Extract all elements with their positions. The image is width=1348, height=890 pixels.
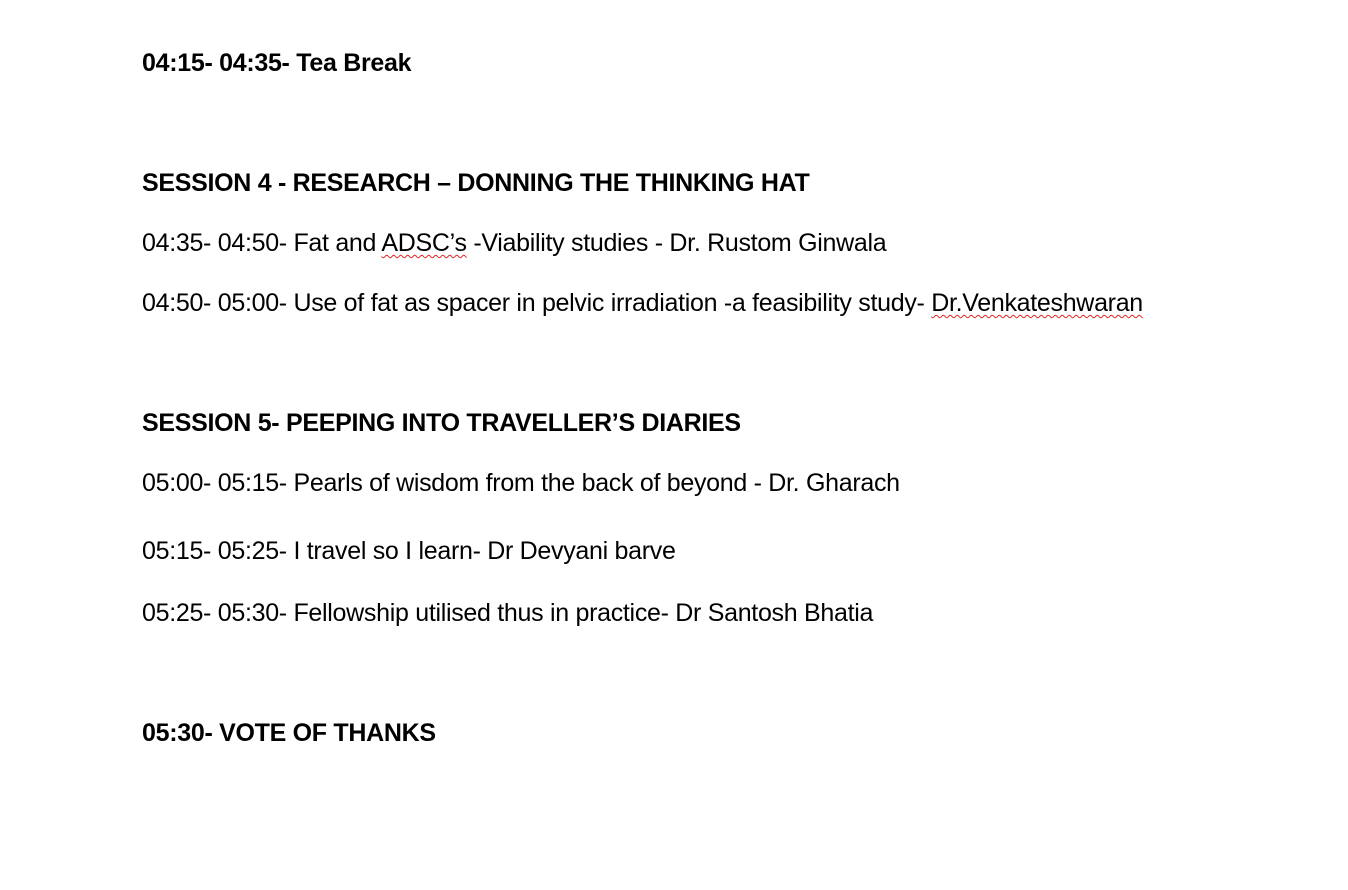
session-4-item-fat-spacer xyxy=(142,288,1143,318)
session-4-heading: SESSION 4 - RESEARCH – DONNING THE THINKING HAT xyxy=(142,169,810,197)
session-5-item-pearls: 05:00- 05:15- Pearls of wisdom from the back of beyond - Dr. Gharach xyxy=(142,469,900,497)
session-5-item-travel: 05:15- 05:25- I travel so I learn- Dr Devyani barve xyxy=(142,537,676,565)
spellcheck-flagged-word[interactable]: Dr.Venkateshwaran xyxy=(931,289,1143,317)
session-5-item-fellowship: 05:25- 05:30- Fellowship utilised thus in practice- Dr Santosh Bhatia xyxy=(142,599,874,627)
item-text-end: -Viability studies - Dr. Rustom Ginwala xyxy=(466,229,887,257)
spellcheck-flagged-word[interactable]: ADSC’s xyxy=(381,229,467,257)
session-4-item-fat-adsc xyxy=(142,228,886,258)
session-5-heading: SESSION 5- PEEPING INTO TRAVELLER’S DIARIES xyxy=(142,409,741,437)
item-text-start: 04:35- 04:50- Fat and xyxy=(142,229,382,257)
item-text-start: 04:50- 05:00- Use of fat as spacer in pelvic irradiation -a feasibility study- xyxy=(142,289,932,317)
vote-of-thanks-line: 05:30- VOTE OF THANKS xyxy=(142,719,436,747)
tea-break-line: 04:15- 04:35- Tea Break xyxy=(142,49,412,77)
